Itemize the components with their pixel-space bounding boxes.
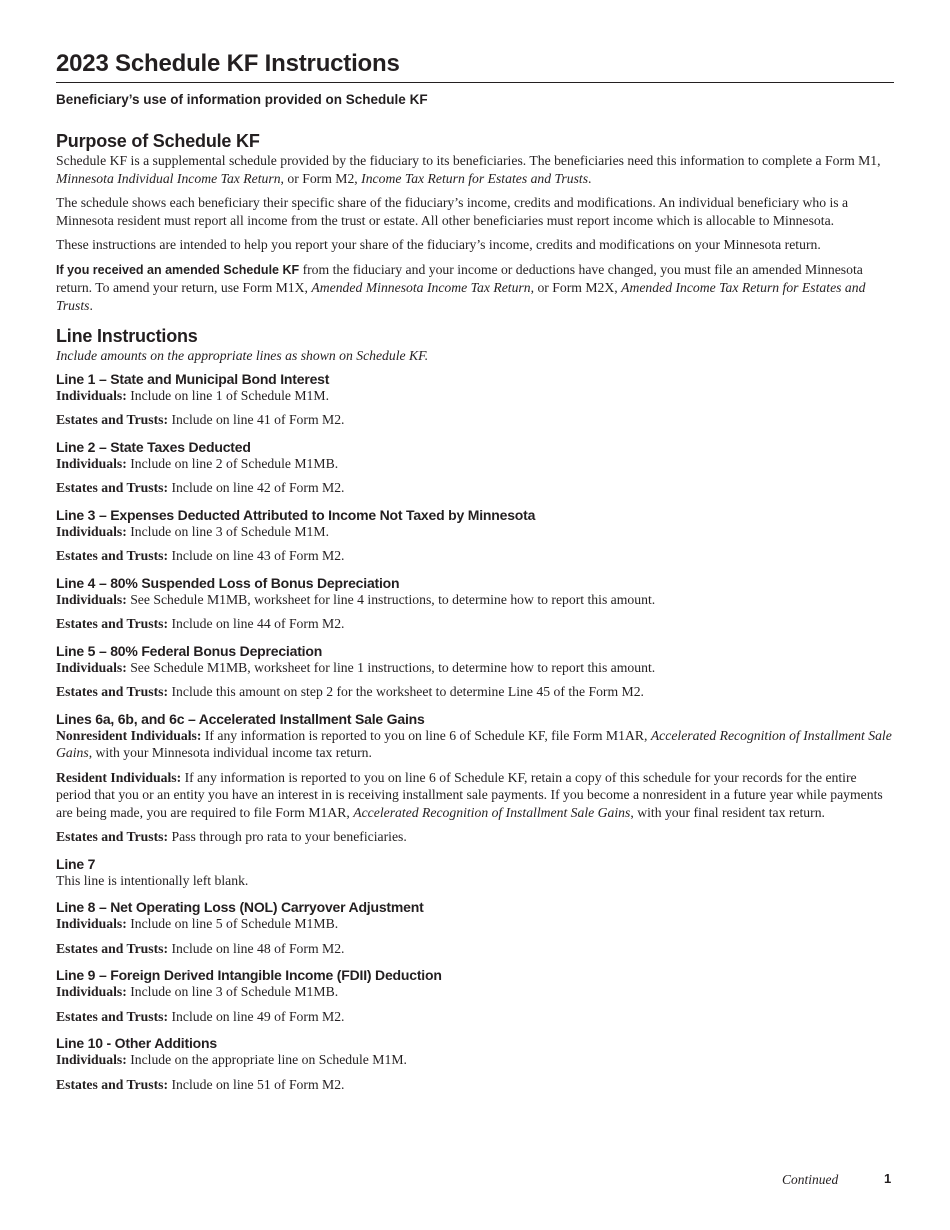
line-3-estates: Estates and Trusts: Include on line 43 of Form M2.: [56, 548, 345, 563]
line-5-heading: Line 5 – 80% Federal Bonus Depreciation: [56, 642, 323, 659]
purpose-heading: Purpose of Schedule KF: [56, 131, 260, 151]
line-5-estates: Estates and Trusts: Include this amount on step 2 for the worksheet to determine Line 45 of the Form M2.: [56, 684, 644, 699]
document-page: [56, 50, 894, 1093]
line-7-heading: Line 7: [56, 855, 96, 872]
line-1-block: [56, 371, 894, 429]
amended-lead: If you received an amended Schedule KF: [56, 262, 300, 277]
line-1-estates: Estates and Trusts: Include on line 41 of Form M2.: [56, 412, 345, 427]
line-3-block: [56, 507, 894, 565]
line-2-individuals: Individuals: Include on line 2 of Schedule M1MB.: [56, 455, 339, 471]
line-5-block: [56, 643, 894, 701]
line-4-block: [56, 575, 894, 633]
line-2-estates: Estates and Trusts: Include on line 42 of Form M2.: [56, 480, 345, 495]
line-5-individuals: Individuals: See Schedule M1MB, worksheet for line 1 instructions, to determine how to report this amount.: [56, 659, 656, 675]
line-4-individuals: Individuals: See Schedule M1MB, worksheet for line 4 instructions, to determine how to report this amount.: [56, 591, 656, 607]
line-6-resident: Resident Individuals: If any information is reported to you on line 6 of Schedule KF, retain a copy of this schedule for your records for the entire period that you or an entity you have an interest in is receiving installment sale payments. If you become a nonresident in a future year while payments are being made, you are required to file Form M1AR, Accelerated Recognition of Installment Sale Gains, with your final resident tax return.: [56, 769, 883, 820]
line-3-heading: Line 3 – Expenses Deducted Attributed to Income Not Taxed by Minnesota: [56, 506, 536, 523]
line-4-heading: Line 4 – 80% Suspended Loss of Bonus Depreciation: [56, 574, 400, 591]
line-10-estates: Estates and Trusts: Include on line 51 of Form M2.: [56, 1076, 345, 1092]
line-8-individuals: Individuals: Include on line 5 of Schedule M1MB.: [56, 916, 339, 931]
line-3-individuals: Individuals: Include on line 3 of Schedule M1M.: [56, 523, 329, 539]
continued-label: Continued: [782, 1172, 839, 1187]
line-7-text: This line is intentionally left blank.: [56, 872, 249, 888]
line-10-block: [56, 1035, 894, 1093]
line-6-nonresident: Nonresident Individuals: If any information is reported to you on line 6 of Schedule KF, file Form M1AR, Accelerated Recognition of Installment Sale Gains, with your Minnesota individual income tax return.: [56, 727, 892, 760]
line-9-heading: Line 9 – Foreign Derived Intangible Income (FDII) Deduction: [56, 967, 442, 983]
line-instructions-section: [56, 326, 894, 1093]
purpose-paragraph-3: These instructions are intended to help you report your share of the fiduciary’s income, credits and modifications on your Minnesota return.: [56, 237, 821, 252]
line-4-estates: Estates and Trusts: Include on line 44 of Form M2.: [56, 616, 345, 631]
line-8-heading: Line 8 – Net Operating Loss (NOL) Carryover Adjustment: [56, 899, 424, 915]
line-9-estates: Estates and Trusts: Include on line 49 of Form M2.: [56, 1008, 345, 1024]
line-instructions-heading: Line Instructions: [56, 326, 198, 346]
line-2-block: [56, 439, 894, 497]
line-6-estates: Estates and Trusts: Pass through pro rata to your beneficiaries.: [56, 829, 407, 844]
amended-paragraph: If you received an amended Schedule KF from the fiduciary and your income or deductions have changed, you must file an amended Minnesota return. To amend your return, use Form M1X, Amended Minnesota Income Tax Return, or Form M2X, Amended Income Tax Return for Estates and Trusts.: [56, 261, 866, 313]
line-7-block: [56, 856, 894, 890]
purpose-section: [56, 131, 894, 314]
line-8-block: [56, 899, 894, 957]
line-9-individuals: Individuals: Include on line 3 of Schedule M1MB.: [56, 984, 339, 999]
page-subtitle: Beneficiary’s use of information provided on Schedule KF: [56, 92, 428, 107]
line-10-individuals: Individuals: Include on the appropriate line on Schedule M1M.: [56, 1052, 407, 1067]
line-1-individuals: Individuals: Include on line 1 of Schedule M1M.: [56, 387, 329, 403]
line-10-heading: Line 10 - Other Additions: [56, 1035, 217, 1051]
line-6-block: [56, 711, 894, 846]
page-number: 1: [884, 1171, 892, 1186]
line-8-estates: Estates and Trusts: Include on line 48 of Form M2.: [56, 940, 345, 956]
line-1-heading: Line 1 – State and Municipal Bond Interest: [56, 370, 330, 387]
line-instructions-intro: Include amounts on the appropriate lines as shown on Schedule KF.: [56, 348, 429, 363]
line-6-heading: Lines 6a, 6b, and 6c – Accelerated Installment Sale Gains: [56, 710, 425, 727]
line-9-block: [56, 967, 894, 1025]
purpose-paragraph-1: Schedule KF is a supplemental schedule provided by the fiduciary to its beneficiaries. The beneficiaries need this information to complete a Form M1, Minnesota Individual Income Tax Return, or Form M2, Income Tax Return for Estates and Trusts.: [56, 153, 881, 186]
line-2-heading: Line 2 – State Taxes Deducted: [56, 438, 251, 455]
purpose-paragraph-2: The schedule shows each beneficiary their specific share of the fiduciary’s income, credits and modifications. An individual beneficiary who is a Minnesota resident must report all income from the trust or estate. All other beneficiaries must report income which is allocable to Minnesota.: [56, 195, 849, 228]
page-title: 2023 Schedule KF Instructions: [56, 50, 894, 83]
